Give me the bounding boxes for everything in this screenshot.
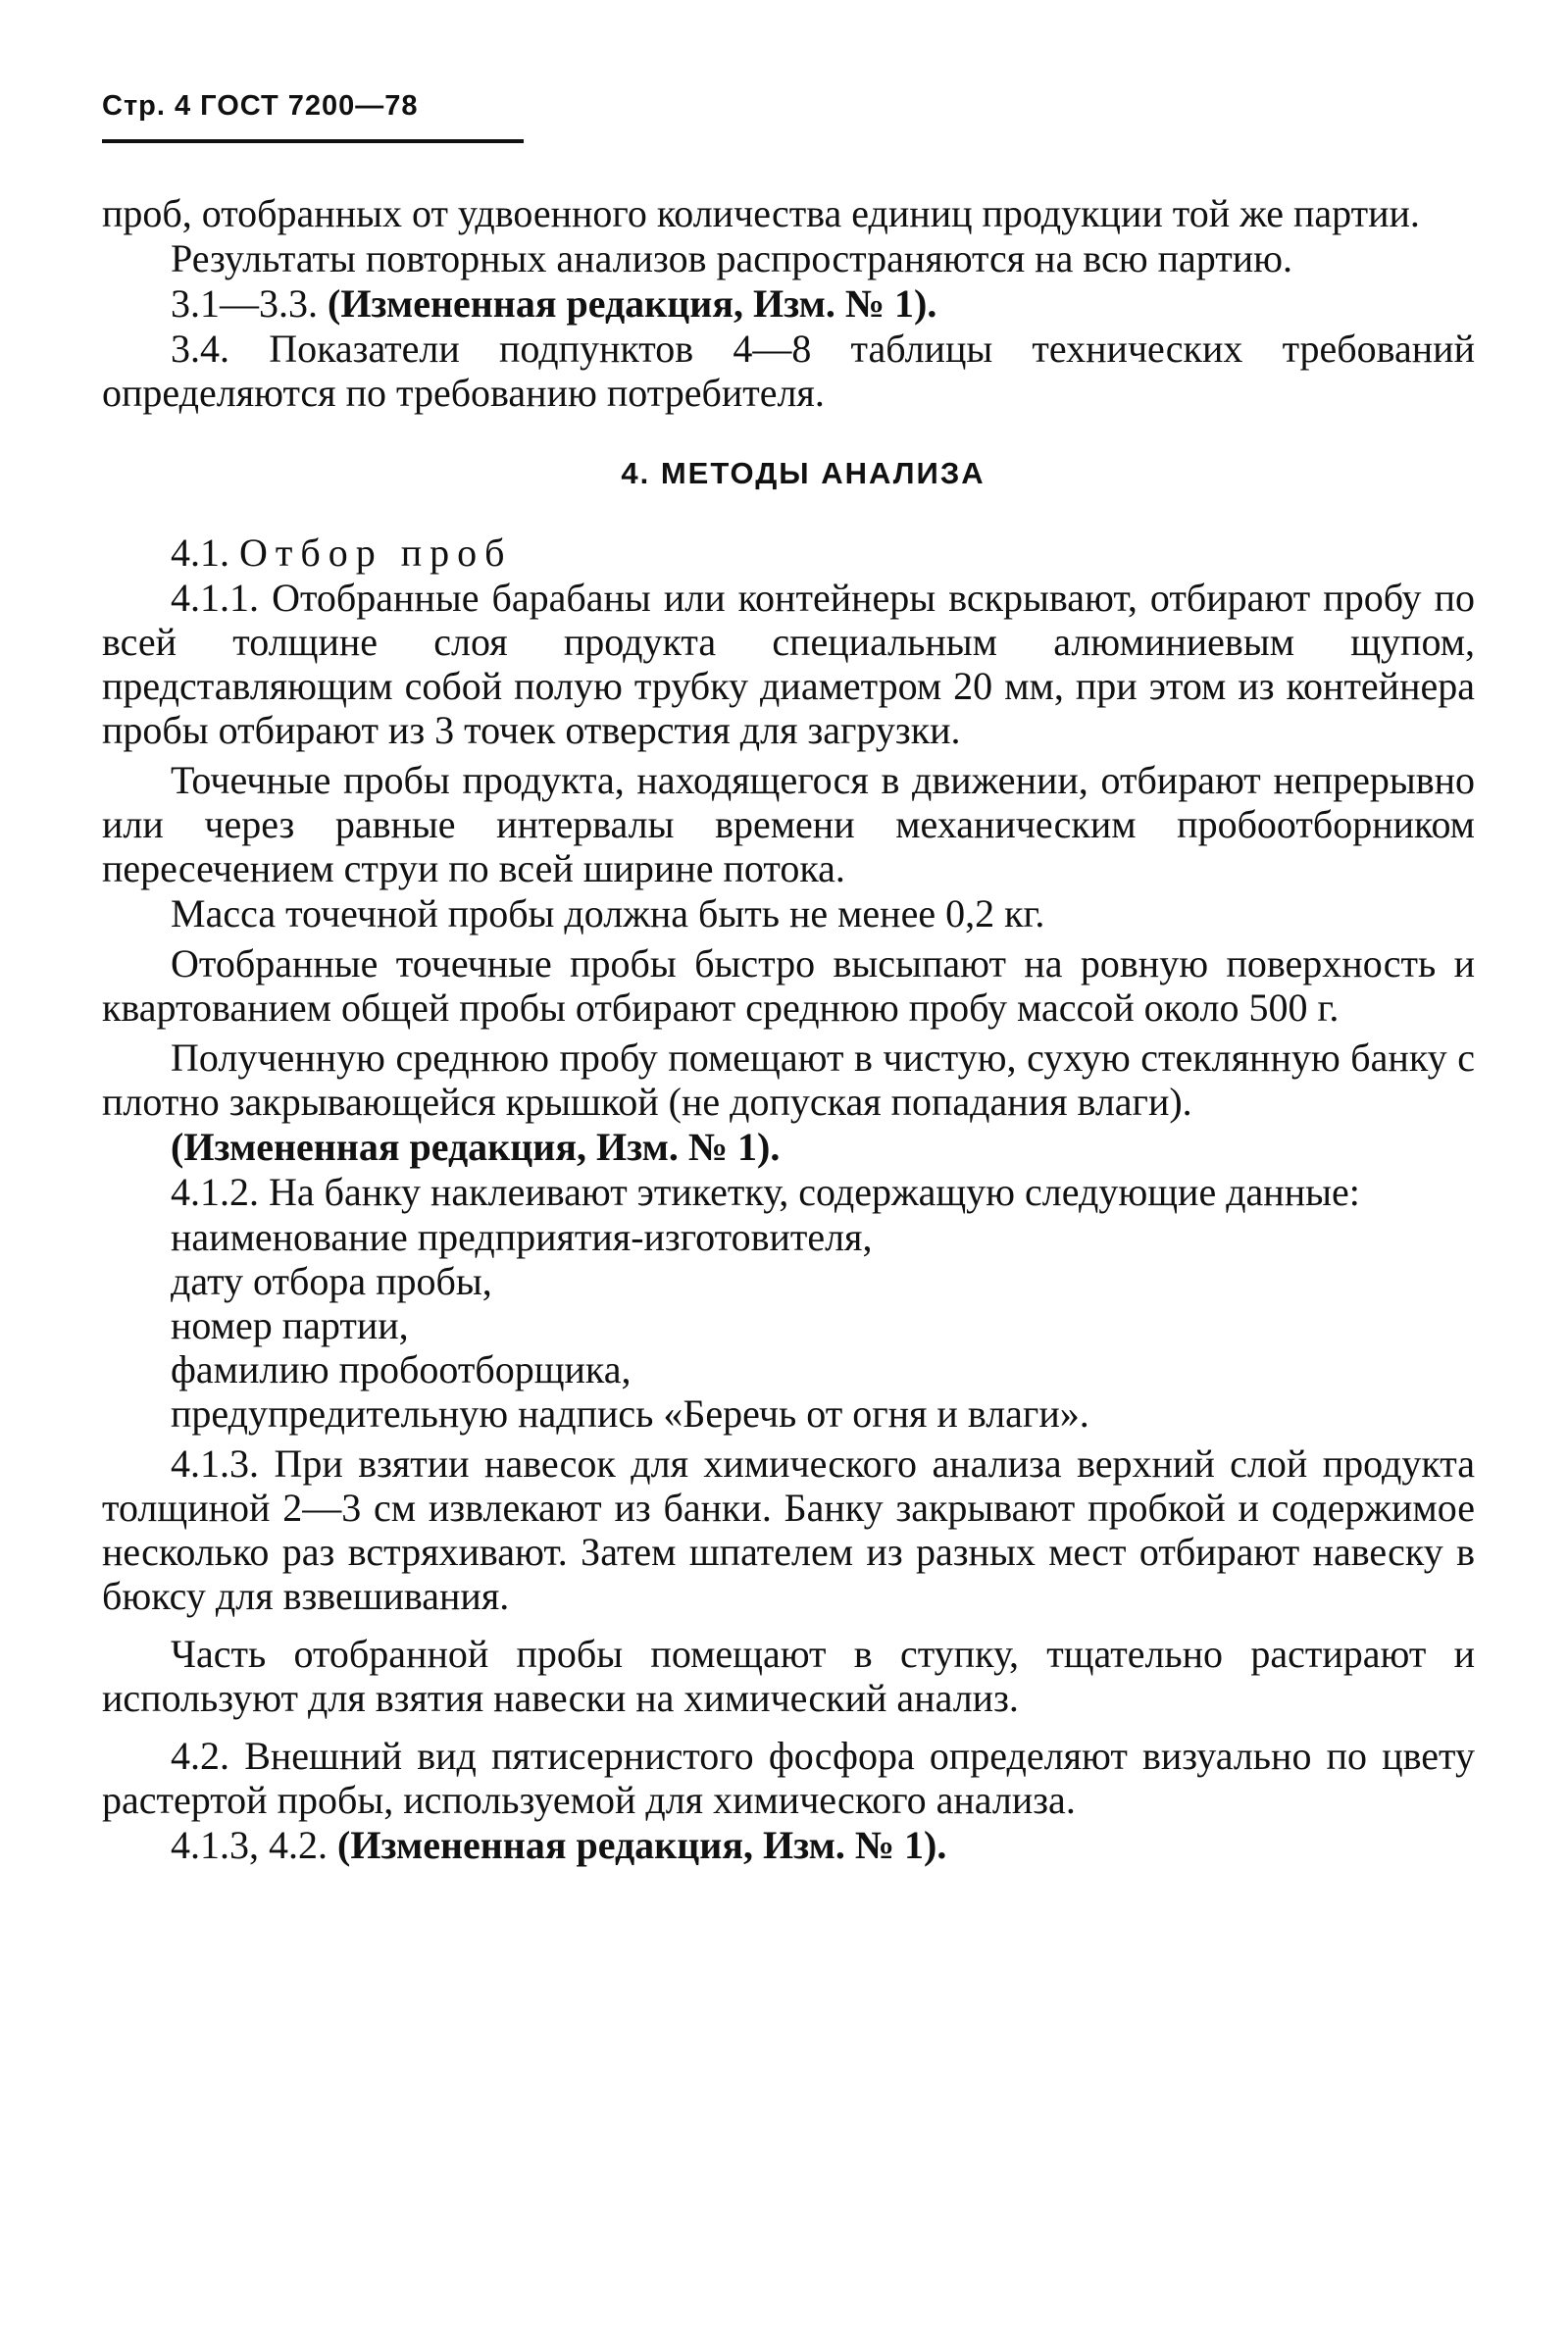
paragraph-4-2: 4.2. Внешний вид пятисернистого фосфора определяют визуально по цвету растертой пробы, используемой для химического анализа. — [102, 1734, 1475, 1822]
paragraph-point-samples: Точечные пробы продукта, находящегося в движении, отбирают непрерывно или через равные интервалы времени механическим пробоотборником пересечением струи по всей ширине потока. — [102, 758, 1475, 890]
paragraph-quartering: Отобранные точечные пробы быстро высыпают на ровную поверхность и квартованием общей пробы отбирают среднюю пробу массой около 500 г. — [102, 941, 1475, 1030]
paragraph-repeat-results: Результаты повторных анализов распространяются на всю партию. — [171, 236, 1293, 280]
paragraph-jar: Полученную среднюю пробу помещают в чистую, сухую стеклянную банку с плотно закрывающейся крышкой (не допуская попадания влаги). — [102, 1036, 1475, 1124]
paragraph-4-1-3: 4.1.3. При взятии навесок для химического анализа верхний слой продукта толщиной 2—3 см извлекают из банки. Банку закрывают пробкой и содержимое несколько раз встряхивают. Затем шпателем из разных мест отбирают навеску в бюксу для взвешивания. — [102, 1441, 1475, 1618]
clause-number: 4.1.3, 4.2. — [171, 1823, 328, 1867]
paragraph-continuation: проб, отобранных от удвоенного количества единиц продукции той же партии. — [102, 191, 1420, 235]
header-rule — [102, 139, 524, 143]
amendment-note: (Измененная редакция, Изм. № 1). — [337, 1823, 947, 1867]
subsection-title: Отбор проб — [239, 531, 513, 575]
paragraph-mortar: Часть отобранной пробы помещают в ступку, тщательно растирают и используют для взятия навески на химический анализ. — [102, 1632, 1475, 1720]
paragraph-amendment-3 — [102, 281, 1475, 326]
amendment-note-4-1-1: (Измененная редакция, Изм. № 1). — [171, 1125, 781, 1169]
paragraph-4-1-2: 4.1.2. На банку наклеивают этикетку, содержащую следующие данные: — [171, 1170, 1360, 1214]
paragraph-3-4: 3.4. Показатели подпунктов 4—8 таблицы технических требований определяются по требованию потребителя. — [102, 327, 1475, 415]
list-item: наименование предприятия-изготовителя, — [171, 1215, 873, 1259]
list-item: номер партии, — [171, 1303, 409, 1347]
paragraph-4-1-1: 4.1.1. Отобранные барабаны или контейнеры вскрывают, отбирают пробу по всей толщине слоя продукта специальным алюминиевым щупом, представляющим собой полую трубку диаметром 20 мм, при этом из контейнера пробы отбирают из 3 точек отверстия для загрузки. — [102, 576, 1475, 752]
section-title: 4. МЕТОДЫ АНАЛИЗА — [621, 456, 986, 490]
subsection-heading — [102, 531, 1475, 575]
list-item: предупредительную надпись «Беречь от огня и влаги». — [171, 1391, 1089, 1436]
paragraph-sample-mass: Масса точечной пробы должна быть не менее 0,2 кг. — [171, 891, 1045, 935]
clause-number: 3.1—3.3. — [171, 281, 318, 326]
paragraph-final-amendment — [102, 1823, 1475, 1867]
page-header: Стр. 4 ГОСТ 7200—78 — [102, 90, 419, 122]
amendment-note: (Измененная редакция, Изм. № 1). — [328, 281, 937, 326]
list-item: фамилию пробоотборщика, — [171, 1347, 632, 1391]
document-body — [102, 191, 1475, 1868]
list-item: дату отбора пробы, — [171, 1259, 492, 1303]
subsection-number: 4.1. — [171, 531, 229, 575]
